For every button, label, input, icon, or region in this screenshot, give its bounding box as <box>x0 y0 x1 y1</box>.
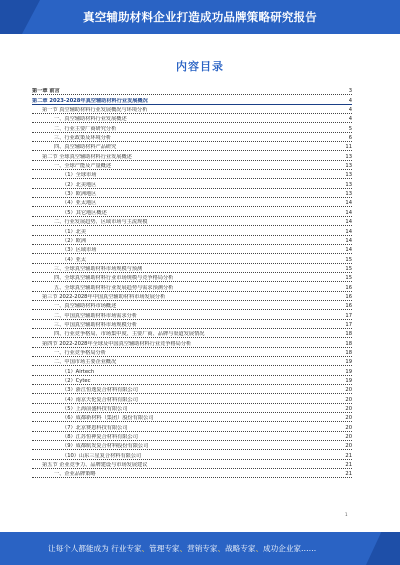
toc-entry-page: 18 <box>345 340 352 347</box>
toc-entry-label: 第二节 全球真空辅助材料行业发展概述 <box>42 153 132 160</box>
toc-entry[interactable] <box>32 320 352 329</box>
toc-entry-label: 一、真空辅助材料行业发展概述 <box>54 116 127 123</box>
toc-entry-label: 一、行业竞争格局分析 <box>54 349 106 356</box>
toc-entry-label: 第三节 2022-2028年中国真空辅助材料市场发展分析 <box>42 293 166 300</box>
toc-entry-label: 二、行业主要厂商研究分析 <box>54 125 117 132</box>
toc-entry[interactable] <box>32 217 352 226</box>
toc-entry-page: 5 <box>348 125 352 132</box>
toc-entry[interactable] <box>32 432 352 441</box>
toc-entry[interactable] <box>32 189 352 198</box>
toc-entry[interactable] <box>32 282 352 291</box>
footer-corner-decoration <box>366 532 400 565</box>
footer-role: 管理专家 <box>149 544 180 553</box>
toc-entry-label: 四、真空辅助材料产品研究 <box>54 144 117 151</box>
toc-entry[interactable] <box>32 273 352 282</box>
toc-entry[interactable] <box>32 142 352 151</box>
toc-entry-label: （10）山东三星复合材料有限公司 <box>62 452 142 459</box>
toc-entry-page: 13 <box>345 172 352 179</box>
toc-entry-label: （2）Cytec <box>62 378 91 384</box>
toc-entry-label: 三、全球真空辅助材料市场规模与预测 <box>54 265 143 272</box>
toc-entry-label: （1）Airtech <box>62 368 95 375</box>
toc-entry-page: 20 <box>345 396 352 403</box>
footer-separator: 、 <box>141 544 150 553</box>
toc-entry-label: 二、行业发展趋势、区域市场与主流规模 <box>54 219 148 226</box>
toc-entry-label: （5）上海前盛科技有限公司 <box>62 406 128 413</box>
footer-banner <box>0 532 400 565</box>
toc-entry-page: 20 <box>345 387 352 394</box>
toc-entry[interactable] <box>32 469 352 478</box>
toc-entry[interactable] <box>32 422 352 431</box>
toc-entry-page: 11 <box>345 144 352 151</box>
toc-entry-page: 3 <box>348 88 352 95</box>
toc-entry-label: （3）浙江恒逸复合材料有限公司 <box>62 387 138 394</box>
toc-entry-label: （4）亚太地区 <box>62 200 97 207</box>
toc-entry-label: 五、全球真空辅助材料行业发展趋势与需求预测分析 <box>54 284 174 291</box>
toc-entry[interactable] <box>32 105 352 114</box>
toc-entry[interactable] <box>32 376 352 385</box>
toc-entry-page: 6 <box>348 135 352 142</box>
toc-entry-label: （4）亚太 <box>62 256 87 263</box>
toc-entry[interactable] <box>32 385 352 394</box>
toc-entry-page: 4 <box>348 116 352 123</box>
toc-entry-page: 19 <box>345 368 352 375</box>
toc-entry-page: 15 <box>345 265 352 272</box>
toc-entry[interactable] <box>32 114 352 123</box>
toc-entry-page: 13 <box>345 153 352 160</box>
toc-entry-page: 20 <box>345 434 352 441</box>
toc-entry-label: （4）南京天伦复合材料有限公司 <box>62 396 138 403</box>
toc-entry-label: 三、中国真空辅助材料市场规模分析 <box>54 321 138 328</box>
toc-entry[interactable] <box>32 170 352 179</box>
footer-role: 成功企业家…… <box>263 544 317 553</box>
toc-entry-label: 三、行业政策及环境分析 <box>54 135 112 142</box>
toc-entry-label: （3）欧洲地区 <box>62 191 97 198</box>
toc-entry-label: 二、中国市场主要企业概况 <box>54 359 117 366</box>
toc-entry[interactable] <box>32 151 352 160</box>
toc-entry-label: 第一章 前言 <box>32 88 60 95</box>
toc-heading: 内容目录 <box>176 60 224 73</box>
header-banner <box>0 0 400 34</box>
toc-entry-page: 20 <box>345 415 352 422</box>
toc-entry[interactable] <box>32 264 352 273</box>
toc-entry-page: 19 <box>345 378 352 384</box>
footer-slogan <box>48 543 316 554</box>
toc-entry-page: 17 <box>345 321 352 328</box>
toc-entry-page: 14 <box>345 247 352 254</box>
toc-entry-page: 21 <box>345 462 352 469</box>
toc-entry-label: 第二章 2023-2028年真空辅助材料行业发展概况 <box>32 97 148 104</box>
toc-entry-page: 20 <box>345 443 352 450</box>
toc-entry-page: 19 <box>345 359 352 366</box>
toc-entry-label: 一、全球产能及产量概述 <box>54 163 112 170</box>
toc-entry-page: 16 <box>345 303 352 310</box>
toc-entry[interactable] <box>32 338 352 347</box>
toc-entry[interactable] <box>32 450 352 459</box>
toc-entry[interactable] <box>32 366 352 375</box>
toc-entry-page: 18 <box>345 331 352 338</box>
toc-entry[interactable] <box>32 226 352 235</box>
toc-entry-label: 第四节 2022-2028年全球及中国真空辅助材料行业竞争格局分析 <box>42 340 192 347</box>
toc-entry[interactable] <box>32 95 352 104</box>
toc-entry-page: 21 <box>345 471 352 478</box>
toc-entry-label: （1）北美 <box>62 228 87 235</box>
toc-entry-page: 4 <box>348 107 352 114</box>
toc-entry[interactable] <box>32 245 352 254</box>
toc-entry-page: 13 <box>345 163 352 170</box>
toc-entry[interactable] <box>32 404 352 413</box>
toc-entry-label: （8）江苏恒神复合材料有限公司 <box>62 434 138 441</box>
toc-entry-page: 15 <box>345 256 352 263</box>
toc-entry[interactable] <box>32 198 352 207</box>
footer-separator: 、 <box>255 544 264 553</box>
toc-entry-label: 二、中国真空辅助材料市场需求分析 <box>54 312 138 319</box>
toc-entry[interactable] <box>32 236 352 245</box>
toc-entry[interactable] <box>32 441 352 450</box>
footer-separator: 、 <box>179 544 188 553</box>
toc-entry-label: 四、行业竞争格局、市场集中度、主要厂商、品牌与渠道发展情况 <box>54 331 205 338</box>
toc-entry-page: 16 <box>345 293 352 300</box>
footer-role: 行业专家 <box>111 544 142 553</box>
toc-entry[interactable] <box>32 413 352 422</box>
toc-entry[interactable] <box>32 460 352 469</box>
toc-entry-label: （3）区域市场 <box>62 247 97 254</box>
toc-entry[interactable] <box>32 161 352 170</box>
toc-entry-label: 第五节 企业竞争力、品牌建设与市场发展建议 <box>42 462 148 469</box>
toc-entry[interactable] <box>32 348 352 357</box>
toc-entry-page: 14 <box>345 237 352 244</box>
footer-separator: 、 <box>217 544 226 553</box>
toc-entry-page: 16 <box>345 284 352 291</box>
toc-entry-page: 20 <box>345 424 352 431</box>
toc-entry-label: （7）北京赛恩科技有限公司 <box>62 424 128 431</box>
toc-entry-label: （5）其它地区概述 <box>62 209 107 216</box>
toc-entry-page: 18 <box>345 349 352 356</box>
toc-entry-page: 21 <box>345 452 352 459</box>
toc-entry[interactable] <box>32 292 352 301</box>
toc-entry-label: （2）北美地区 <box>62 181 97 188</box>
report-title: 真空辅助材料企业打造成功品牌策略研究报告 <box>83 10 317 24</box>
toc-entry-label: （2）欧洲 <box>62 237 87 244</box>
toc-entry-page: 14 <box>345 228 352 235</box>
toc-entry-label: （1）全球市场 <box>62 172 97 179</box>
toc-entry[interactable] <box>32 86 352 95</box>
toc-entry-label: （6）成都新材料（集团）股份有限公司 <box>62 415 154 422</box>
toc-entry-page: 20 <box>345 406 352 413</box>
toc-entry-label: 一、企业品牌策略 <box>54 471 96 478</box>
footer-lead: 让每个人都能成为 <box>48 544 109 553</box>
toc-entry-page: 13 <box>345 181 352 188</box>
toc-entry-page: 14 <box>345 200 352 207</box>
toc-entry[interactable] <box>32 123 352 132</box>
page-number: 1 <box>345 512 348 517</box>
toc-entry[interactable] <box>32 310 352 319</box>
toc-entry[interactable] <box>32 329 352 338</box>
toc-entry-page: 15 <box>345 275 352 282</box>
toc-entry-label: 四、全球真空辅助材料行业市场规模与竞争格局分析 <box>54 275 174 282</box>
footer-role: 战略专家 <box>225 544 256 553</box>
toc-entry-page: 14 <box>345 219 352 226</box>
table-of-contents <box>32 86 352 478</box>
toc-entry[interactable] <box>32 254 352 263</box>
toc-entry[interactable] <box>32 207 352 216</box>
toc-entry-page: 4 <box>348 97 352 104</box>
toc-entry-label: 一、真空辅助材料市场概述 <box>54 303 117 310</box>
toc-entry-page: 17 <box>345 312 352 319</box>
toc-entry-page: 13 <box>345 191 352 198</box>
toc-entry[interactable] <box>32 357 352 366</box>
toc-entry[interactable] <box>32 133 352 142</box>
toc-entry-label: 第一节 真空辅助材料行业发展概况与环境分析 <box>42 107 148 114</box>
toc-entry[interactable] <box>32 394 352 403</box>
footer-role: 营销专家 <box>187 544 218 553</box>
toc-entry-label: （9）成都航发复合材料股份有限公司 <box>62 443 149 450</box>
toc-entry[interactable] <box>32 301 352 310</box>
toc-entry[interactable] <box>32 179 352 188</box>
toc-entry-page: 14 <box>345 209 352 216</box>
